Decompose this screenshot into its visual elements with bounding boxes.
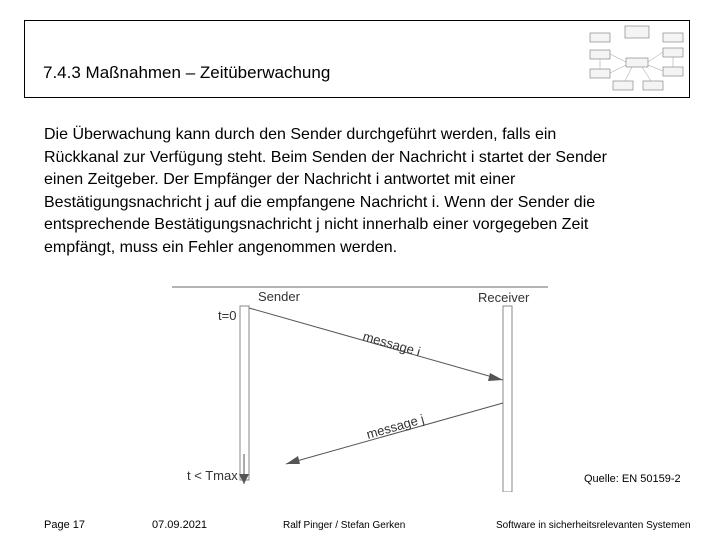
- title-box: [24, 20, 690, 98]
- body-line: empfängt, muss ein Fehler angenommen werden.: [44, 238, 398, 256]
- tmax-label: t < Tmax: [187, 468, 238, 483]
- slide-title: 7.4.3 Maßnahmen – Zeitüberwachung: [43, 63, 331, 82]
- sender-label: Sender: [258, 289, 300, 304]
- sequence-diagram: [172, 284, 548, 492]
- sender-lifeline: [240, 306, 249, 480]
- body-text: [44, 124, 694, 260]
- body-line: Rückkanal zur Verfügung steht. Beim Senden der Nachricht i startet der Sender: [44, 148, 607, 166]
- overview-diagram-thumbnail: [587, 24, 687, 94]
- t0-label: t=0: [218, 308, 237, 323]
- message-j-label: message j: [364, 411, 426, 442]
- message-j-arrowhead: [286, 456, 300, 464]
- body-line: Die Überwachung kann durch den Sender durchgeführt werden, falls ein: [44, 126, 557, 143]
- receiver-label: Receiver: [478, 290, 530, 305]
- footer-date: 07.09.2021: [152, 519, 208, 531]
- footer-course: Software in sicherheitsrelevanten Systemen: [496, 520, 691, 531]
- message-i-arrowhead: [488, 373, 503, 381]
- body-line: entsprechende Bestätigungsnachricht j nicht innerhalb einer vorgegeben Zeit: [44, 216, 589, 234]
- receiver-lifeline: [503, 306, 512, 492]
- footer-page: Page 17: [44, 519, 85, 531]
- body-line: einen Zeitgeber. Der Empfänger der Nachricht i antwortet mit einer: [44, 171, 516, 189]
- footer-authors: Ralf Pinger / Stefan Gerken: [283, 520, 406, 531]
- message-i-label: message i: [361, 328, 423, 360]
- body-line: Bestätigungsnachricht j auf die empfangene Nachricht i. Wenn der Sender die: [44, 193, 596, 211]
- source-citation: Quelle: EN 50159-2: [584, 473, 681, 485]
